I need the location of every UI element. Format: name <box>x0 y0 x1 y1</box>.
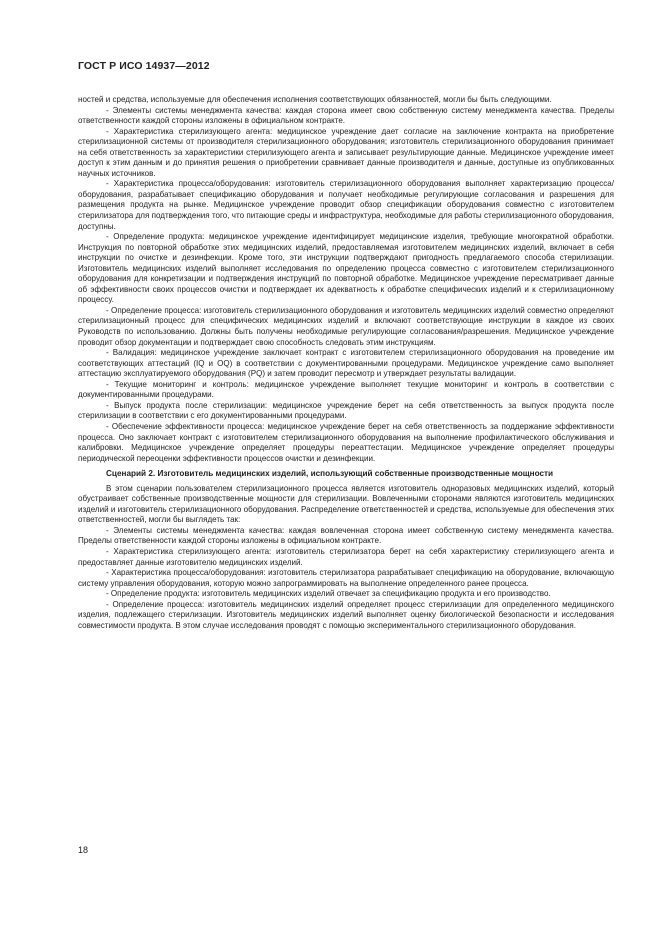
paragraph: ностей и средства, используемые для обеспечения исполнения соответствующих обязанностей, могли бы быть следующими. <box>78 95 552 104</box>
paragraph: - Характеристика стерилизующего агента: медицинское учреждение дает согласие на заключение контракта на приобретение стерилизационной системы от производителя стерилизационного оборудования; изготовитель стерилизационного оборудования принимает на себя ответственность за характеристики стерилизующего агента и записывает результирующие данные. Медицинское учреждение имеет доступ к этим данным и до принятия решения о приобретении сравнивает данные производителя и данные, доступные из опубликованных научных источников. <box>78 126 614 178</box>
paragraph: - Выпуск продукта после стерилизации: медицинское учреждение берет на себя ответственность за выпуск продукта после стерилизации в соответствии с его документированными процедурами. <box>78 400 614 421</box>
page-number: 18 <box>78 845 89 855</box>
paragraph: - Текущие мониторинг и контроль: медицинское учреждение выполняет текущие мониторинг и контроль в соответствии с документированными процедурами. <box>78 379 614 400</box>
paragraph: - Характеристика стерилизующего агента: изготовитель стерилизатора берет на себя характеристику стерилизующего агента и предоставляет данные изготовителю медицинских изделий. <box>78 547 614 567</box>
paragraph: - Характеристика процесса/оборудования: изготовитель стерилизационного оборудования выполняет характеризацию процесса/оборудования, разрабатывает спецификацию оборудования и получает необходимые регулирующие согласования и разрешения для размещения продукта на рынке. Медицинское учреждение проводит обзор спецификации оборудования совместно с изготовителем стерилизатора для подтверждения того, что питающие среды и инфраструктура, необходимые для работы стерилизационного оборудования, доступны. <box>78 179 614 231</box>
paragraph: - Валидация: медицинское учреждение заключает контракт с изготовителем стерилизационного оборудования на проведение им соответствующих аттестаций (IQ и OQ) в соответствии с документированными процедурами. Медицинское учреждение само выполняет аттестацию эксплуатируемого оборудования (PQ) и затем проводит пересмотр и утверждает результаты валидации. <box>78 348 614 379</box>
document-body <box>78 95 614 631</box>
section-heading: Сценарий 2. Изготовитель медицинских изделий, использующий собственные производственные мощности <box>106 469 554 479</box>
paragraph: - Характеристика процесса/оборудования: изготовитель стерилизатора разрабатывает спецификацию на оборудование, включающую систему управления оборудования, которую можно запрограммировать на выполнение определенного ранее процесса. <box>78 568 614 588</box>
document-header: ГОСТ Р ИСО 14937—2012 <box>78 60 210 72</box>
paragraph: В этом сценарии пользователем стерилизационного процесса является изготовитель одноразовых медицинских изделий, который обустраивает собственные производственные мощности для стерилизации. Вовлеченными сторонами являются изготовитель медицинских изделий и изготовитель стерилизационного оборудования. Распределение ответственностей и средства, используемые для обеспечения этих ответственностей, могли бы выглядеть так: <box>78 483 614 525</box>
paragraph: - Определение продукта: медицинское учреждение идентифицирует медицинские изделия, требующие многократной обработки. Инструкция по повторной обработке этих медицинских изделий, предоставляемая изготовителем медицинских изделий, включает в себя инструкции по очистке и дезинфекции. Кроме того, эти инструкции подтверждают пригодность предлагаемого способа стерилизации. Изготовитель медицинских изделий выполняет исследования по определению процесса совместно с изготовителем стерилизационного оборудования для конкретизации и подтверждения инструкций по повторной обработке. Медицинское учреждение пересматривает данные об эффективности своих процессов очистки и подтверждает их адекватность к обработке специфических изделий и к стерилизационному процессу. <box>78 232 614 305</box>
paragraph: - Определение процесса: изготовитель медицинских изделий определяет процесс стерилизации для определенного медицинского изделия, подлежащего стерилизации. Изготовитель медицинских изделий выполняет оценку биологической безопасности и исследования совместимости продукта. В этом случае исследования проводят с помощью экспериментального стерилизационного оборудования. <box>78 599 614 630</box>
paragraph: - Определение процесса: изготовитель стерилизационного оборудования и изготовитель медицинских изделий совместно определяют стерилизационный процесс для специфических медицинских изделий и включают соответствующие инструкции в каждое из своих Руководств по использованию. Должны быть получены необходимые регулирующие согласования/разрешения. Медицинское учреждение проводит обзор документации и подтверждает свою способность следовать этим инструкциям. <box>78 305 614 347</box>
paragraph: - Обеспечение эффективности процесса: медицинское учреждение берет на себя ответственность за поддержание эффективности процесса. Оно заключает контракт с изготовителем стерилизационного оборудования на выполнение профилактического обслуживания и калибровки. Медицинское учреждение определяет процедуры переаттестации. Медицинское учреждение определяет процедуры периодической переоценки эффективности процессов очистки и дезинфекции. <box>78 421 614 463</box>
paragraph: - Элементы системы менеджмента качества: каждая вовлеченная сторона имеет собственную систему менеджмента качества. Пределы ответственности каждой стороны изложены в официальном контракте. <box>78 525 614 546</box>
paragraph: - Элементы системы менеджмента качества: каждая сторона имеет свою собственную систему менеджмента качества. Пределы ответственности каждой стороны изложены в официальном контракте. <box>78 105 614 126</box>
paragraph: - Определение продукта: изготовитель медицинских изделий отвечает за спецификацию продукта и его производство. <box>106 589 551 599</box>
